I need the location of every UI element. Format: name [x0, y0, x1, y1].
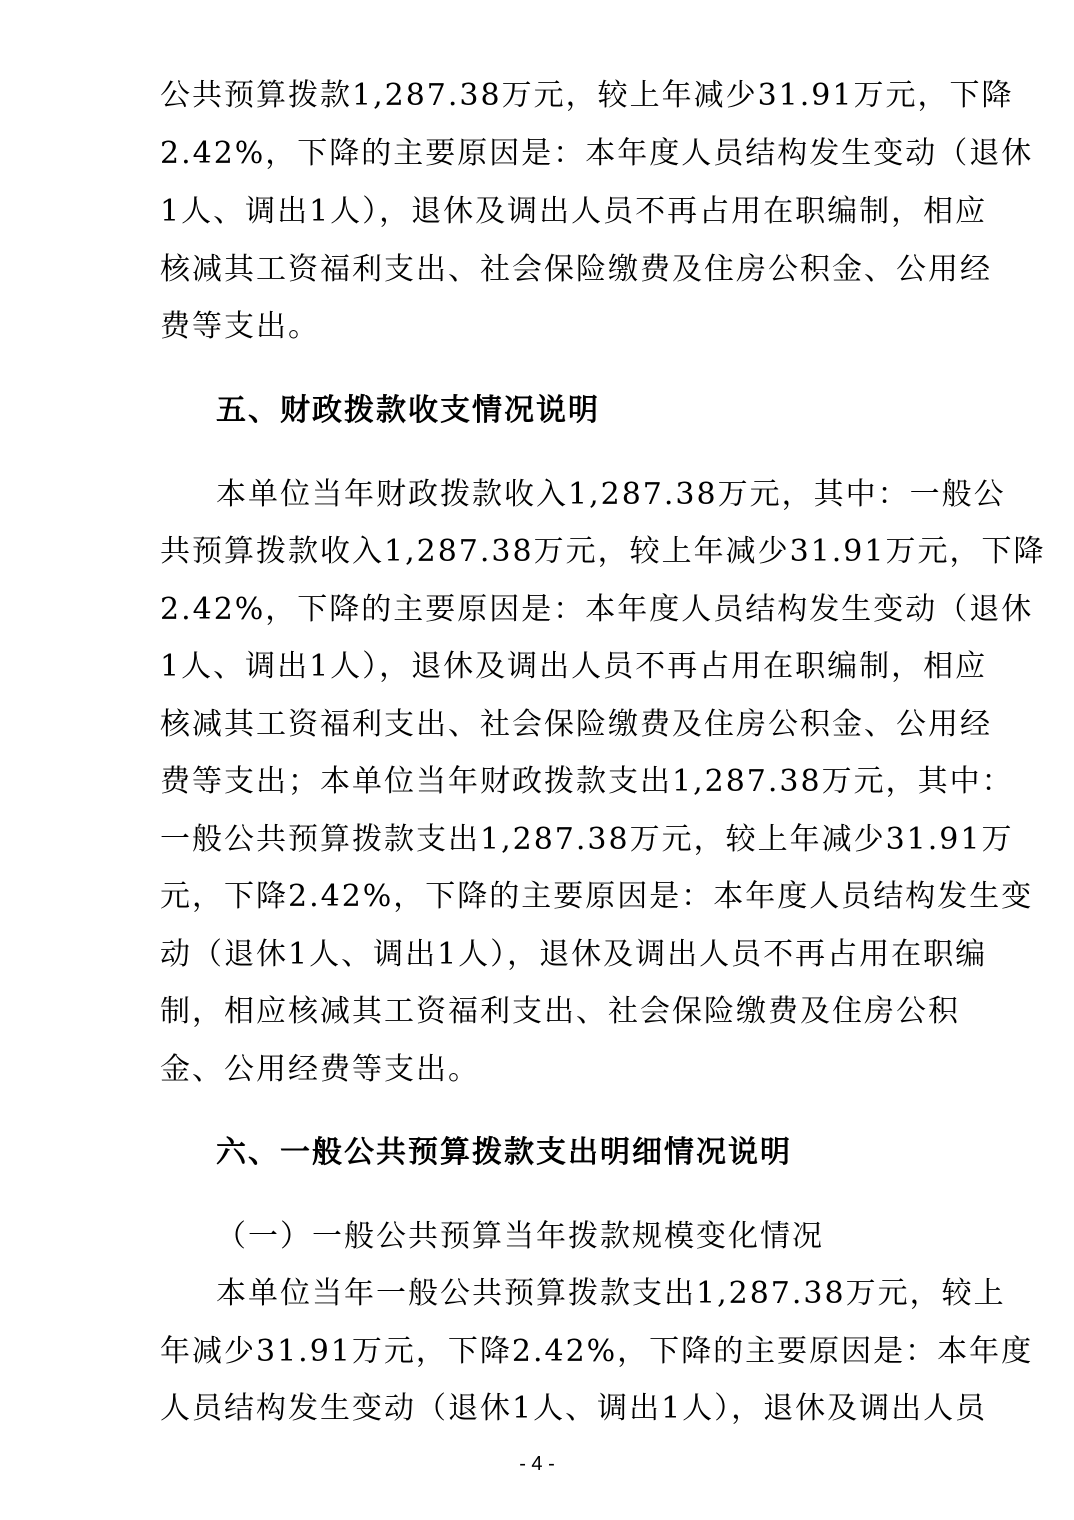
paragraph-line: 1人、调出1人），退休及调出人员不再占用在职编制，相应: [160, 649, 988, 684]
paragraph-line: 元，下降2.42%，下降的主要原因是：本年度人员结构发生变: [160, 879, 1034, 914]
paragraph-line: 本单位当年财政拨款收入1,287.38万元，其中：一般公: [216, 477, 1006, 512]
paragraph-line: 一般公共预算拨款支出1,287.38万元，较上年减少31.91万: [160, 822, 1014, 857]
paragraph-line: 核减其工资福利支出、社会保险缴费及住房公积金、公用经: [160, 707, 992, 742]
paragraph-line: 公共预算拨款1,287.38万元，较上年减少31.91万元，下降: [160, 78, 1014, 113]
paragraph-line: 费等支出。: [160, 309, 320, 344]
paragraph-line: 费等支出；本单位当年财政拨款支出1,287.38万元，其中：: [160, 764, 1014, 799]
paragraph-line: 共预算拨款收入1,287.38万元，较上年减少31.91万元，下降: [160, 534, 1046, 569]
page-number: - 4 -: [519, 1453, 555, 1475]
paragraph-line: 制，相应核减其工资福利支出、社会保险缴费及住房公积: [160, 994, 960, 1029]
paragraph-line: 动（退休1人、调出1人），退休及调出人员不再占用在职编: [160, 937, 988, 972]
paragraph-line: 年减少31.91万元，下降2.42%，下降的主要原因是：本年度: [160, 1334, 1034, 1369]
section-heading: 五、财政拨款收支情况说明: [216, 393, 600, 428]
paragraph-line: 金、公用经费等支出。: [160, 1052, 480, 1087]
paragraph-line: 1人、调出1人），退休及调出人员不再占用在职编制，相应: [160, 194, 988, 229]
paragraph-line: 核减其工资福利支出、社会保险缴费及住房公积金、公用经: [160, 252, 992, 287]
paragraph-line: 2.42%，下降的主要原因是：本年度人员结构发生变动（退休: [160, 136, 1034, 171]
paragraph-line: 人员结构发生变动（退休1人、调出1人），退休及调出人员: [160, 1391, 988, 1426]
section-heading: 六、一般公共预算拨款支出明细情况说明: [216, 1135, 792, 1170]
paragraph-line: 2.42%，下降的主要原因是：本年度人员结构发生变动（退休: [160, 592, 1034, 627]
subsection-heading: （一）一般公共预算当年拨款规模变化情况: [216, 1219, 824, 1254]
paragraph-line: 本单位当年一般公共预算拨款支出1,287.38万元，较上: [216, 1276, 1006, 1311]
